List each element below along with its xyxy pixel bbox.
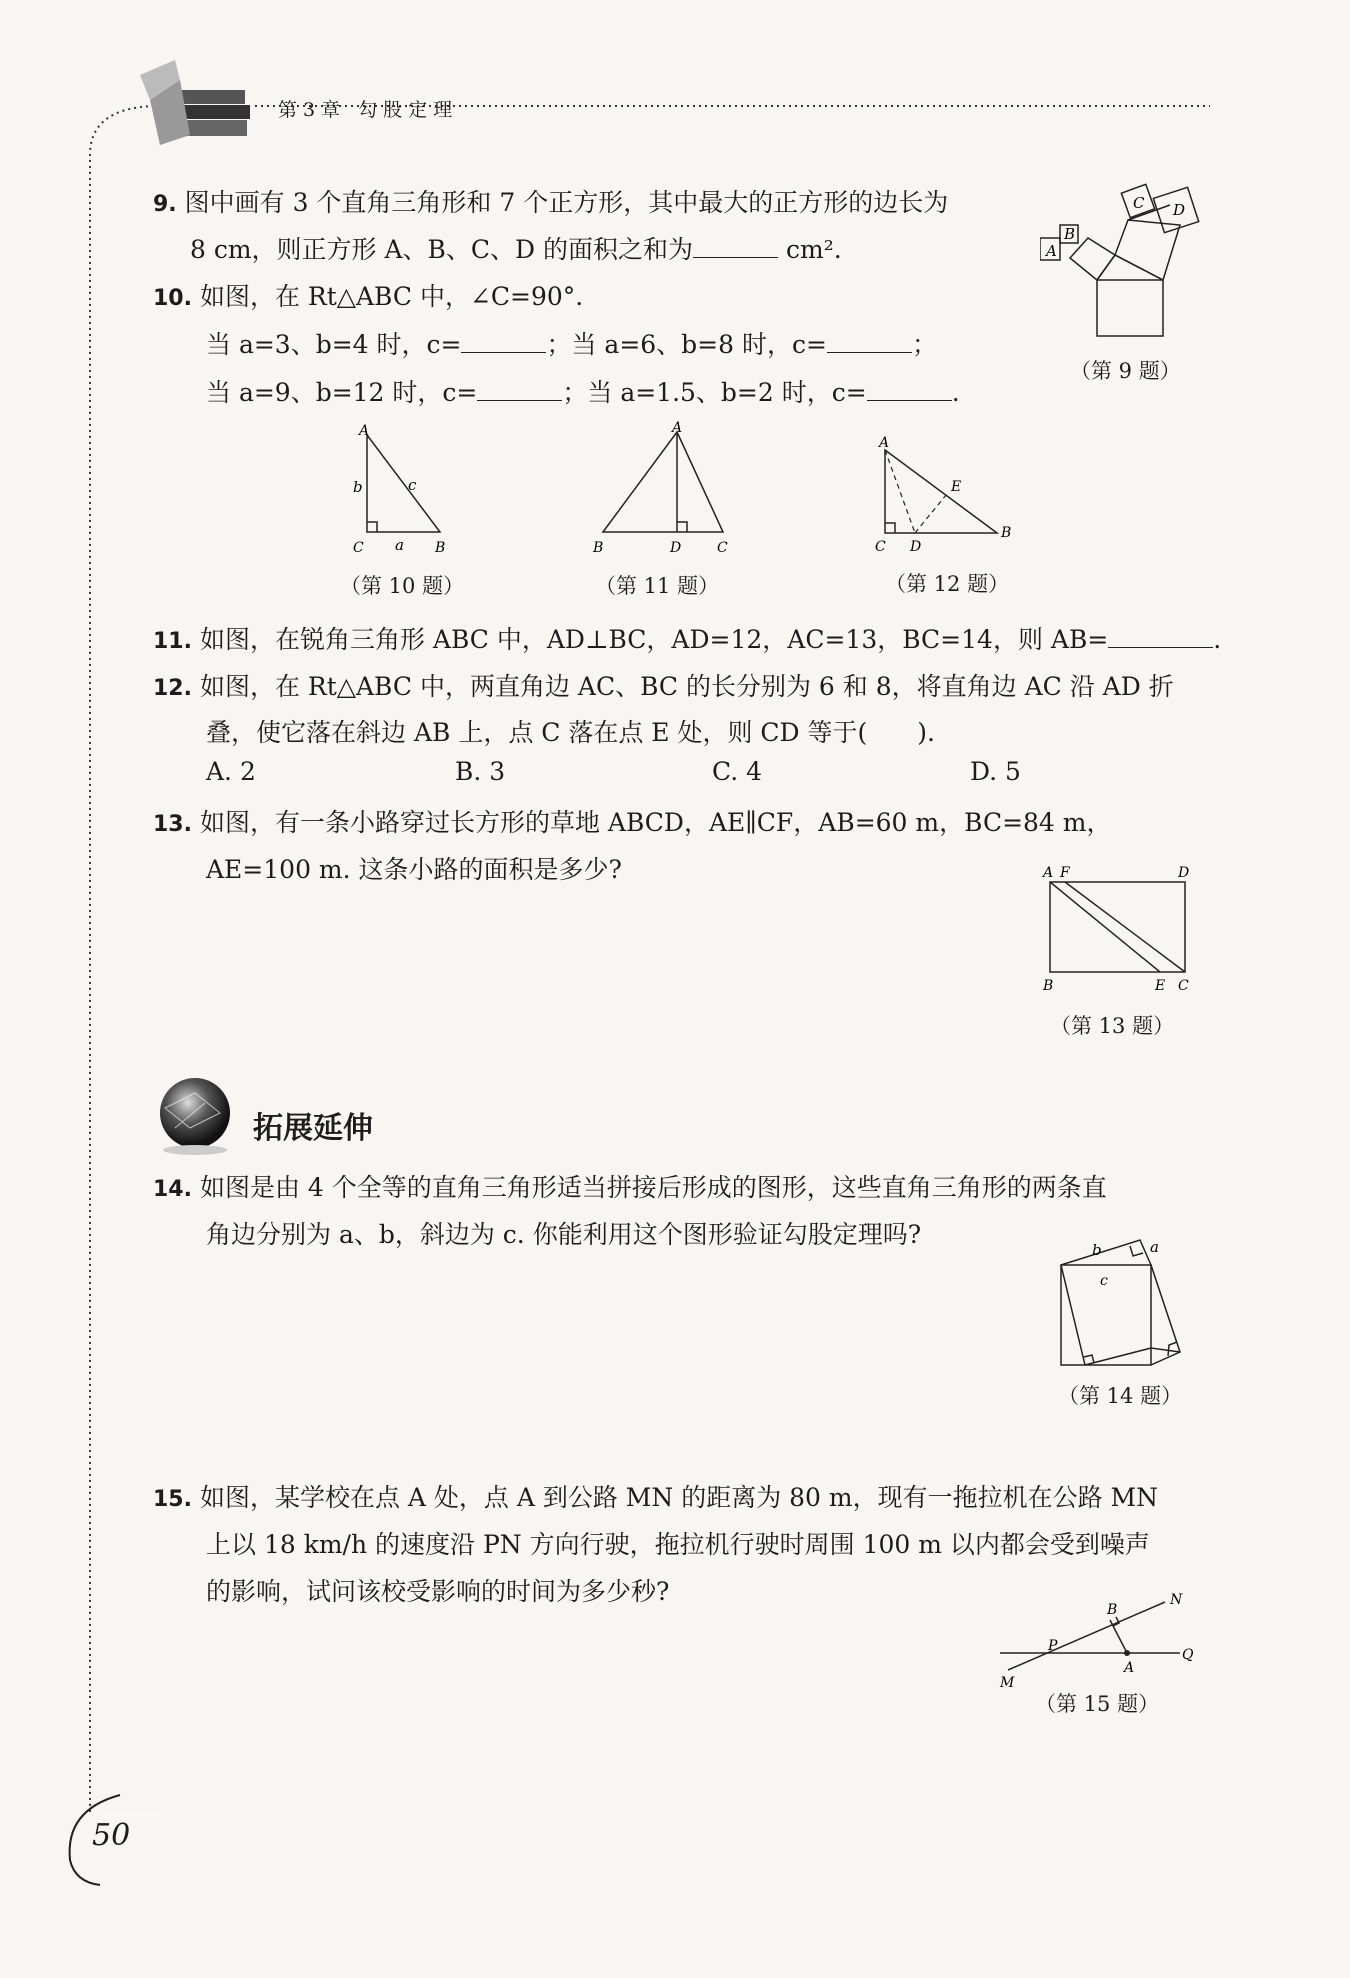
figure-15 [990,1590,1200,1695]
fig11-label-c: C [717,540,728,555]
q12-line2: 叠，使它落在斜边 AB 上，点 C 落在点 E 处，则 CD 等于( ). [206,718,936,747]
globe-icon [150,1068,240,1158]
figure-9 [1040,180,1230,340]
q13-caption: （第 13 题） [1050,1014,1175,1038]
q13-number: 13. [153,812,192,837]
fig15-label-a: A [1124,1660,1135,1676]
fig13-label-c: C [1178,978,1189,994]
q11-caption: （第 11 题） [595,574,720,598]
q15-line1: 15. 如图，某学校在点 A 处，点 A 到公路 MN 的距离为 80 m，现有一拖拉机在公路 MN [153,1483,1159,1512]
fig9-label-b: B [1064,225,1076,243]
fig10-label-a-side: a [395,536,404,554]
q15-line3: 的影响，试问该校受影响的时间为多少秒? [206,1577,670,1606]
fig12-label-b: B [1001,525,1012,541]
q15-number: 15. [153,1487,192,1512]
q12-option-c[interactable]: C. 4 [712,757,763,786]
q15-caption: （第 15 题） [1035,1692,1160,1716]
fig13-label-e: E [1155,978,1166,994]
q10-line1: 10. 如图，在 Rt△ABC 中，∠C=90°. [153,282,584,311]
figure-14 [1050,1230,1200,1370]
q10-blank-2[interactable] [827,330,912,353]
fig15-label-m: M [1000,1675,1015,1691]
figure-10 [345,420,465,555]
q11-number: 11. [153,629,192,654]
section-title: 拓展延伸 [253,1111,373,1146]
q13-line1: 13. 如图，有一条小路穿过长方形的草地 ABCD，AE∥CF，AB=60 m，BC=84 m， [153,808,1112,837]
fig9-label-c: C [1133,194,1145,212]
figure-11 [585,420,735,555]
fig14-label-b: b [1092,1241,1102,1259]
q9-blank[interactable] [693,235,778,258]
q12-caption: （第 12 题） [885,572,1010,596]
figure-13 [1035,860,1195,995]
q14-line1: 14. 如图是由 4 个全等的直角三角形适当拼接后形成的图形，这些直角三角形的两条直 [153,1173,1107,1202]
q10-blank-1[interactable] [461,330,546,353]
q10-line3: 当 a=9、b=12 时，c= ；当 a=1.5、b=2 时，c= . [206,378,960,407]
fig11-label-a: A [672,420,683,436]
q12-line1: 12. 如图，在 Rt△ABC 中，两直角边 AC、BC 的长分别为 6 和 8，将直角边 AC 沿 AD 折 [153,672,1174,701]
fig10-label-a: A [359,423,370,439]
fig10-label-b-side: b [353,478,363,496]
fig15-label-q: Q [1182,1647,1194,1663]
fig9-label-a: A [1046,242,1057,260]
q13-line2: AE=100 m. 这条小路的面积是多少? [206,855,622,884]
q9-number: 9. [153,192,177,217]
fig15-label-p: P [1048,1638,1058,1654]
q11-blank[interactable] [1108,625,1213,648]
fig12-label-a: A [879,435,890,451]
fig15-label-b: B [1107,1602,1118,1618]
fig15-label-n: N [1170,1592,1183,1608]
fig14-label-a: a [1150,1238,1159,1256]
fig12-label-e: E [951,479,962,495]
q12-number: 12. [153,676,192,701]
books-logo-icon [140,60,250,145]
q14-caption: （第 14 题） [1058,1384,1183,1408]
q9-line2: 8 cm，则正方形 A、B、C、D 的面积之和为 cm². [190,235,842,264]
q11-line: 11. 如图，在锐角三角形 ABC 中，AD⊥BC，AD=12，AC=13，BC=14，则 AB= . [153,625,1222,654]
q15-line2: 上以 18 km/h 的速度沿 PN 方向行驶，拖拉机行驶时周围 100 m 以内都会受到噪声 [206,1530,1150,1559]
q14-number: 14. [153,1177,192,1202]
page-number: 50 [92,1818,131,1853]
fig10-label-b: B [435,540,446,555]
fig10-label-c: C [353,540,364,555]
fig13-label-b: B [1043,978,1054,994]
fig13-label-d: D [1178,865,1190,881]
fig10-label-c-side: c [408,476,417,494]
q10-number: 10. [153,286,192,311]
fig11-label-d: D [670,540,682,555]
q10-blank-4[interactable] [867,378,952,401]
q10-line2: 当 a=3、b=4 时，c= ；当 a=6、b=8 时，c= ； [206,330,937,359]
fig11-label-b: B [593,540,604,555]
q12-option-d[interactable]: D. 5 [970,757,1021,786]
figure-12 [865,425,1025,555]
chapter-header: 第3章 勾股定理 [278,99,459,121]
q12-option-a[interactable]: A. 2 [206,757,256,786]
fig9-label-d: D [1173,201,1186,219]
q10-blank-3[interactable] [477,378,562,401]
fig13-label-f: F [1060,865,1070,881]
fig14-label-c: c [1100,1273,1108,1289]
fig12-label-c: C [875,539,886,555]
q12-option-b[interactable]: B. 3 [455,757,506,786]
q9-line1: 9. 图中画有 3 个直角三角形和 7 个正方形，其中最大的正方形的边长为 [153,188,949,217]
q14-line2: 角边分别为 a、b，斜边为 c. 你能利用这个图形验证勾股定理吗? [206,1220,922,1249]
q9-caption: （第 9 题） [1070,359,1181,383]
fig13-label-a: A [1043,865,1054,881]
fig12-label-d: D [910,539,922,555]
q10-caption: （第 10 题） [340,574,465,598]
